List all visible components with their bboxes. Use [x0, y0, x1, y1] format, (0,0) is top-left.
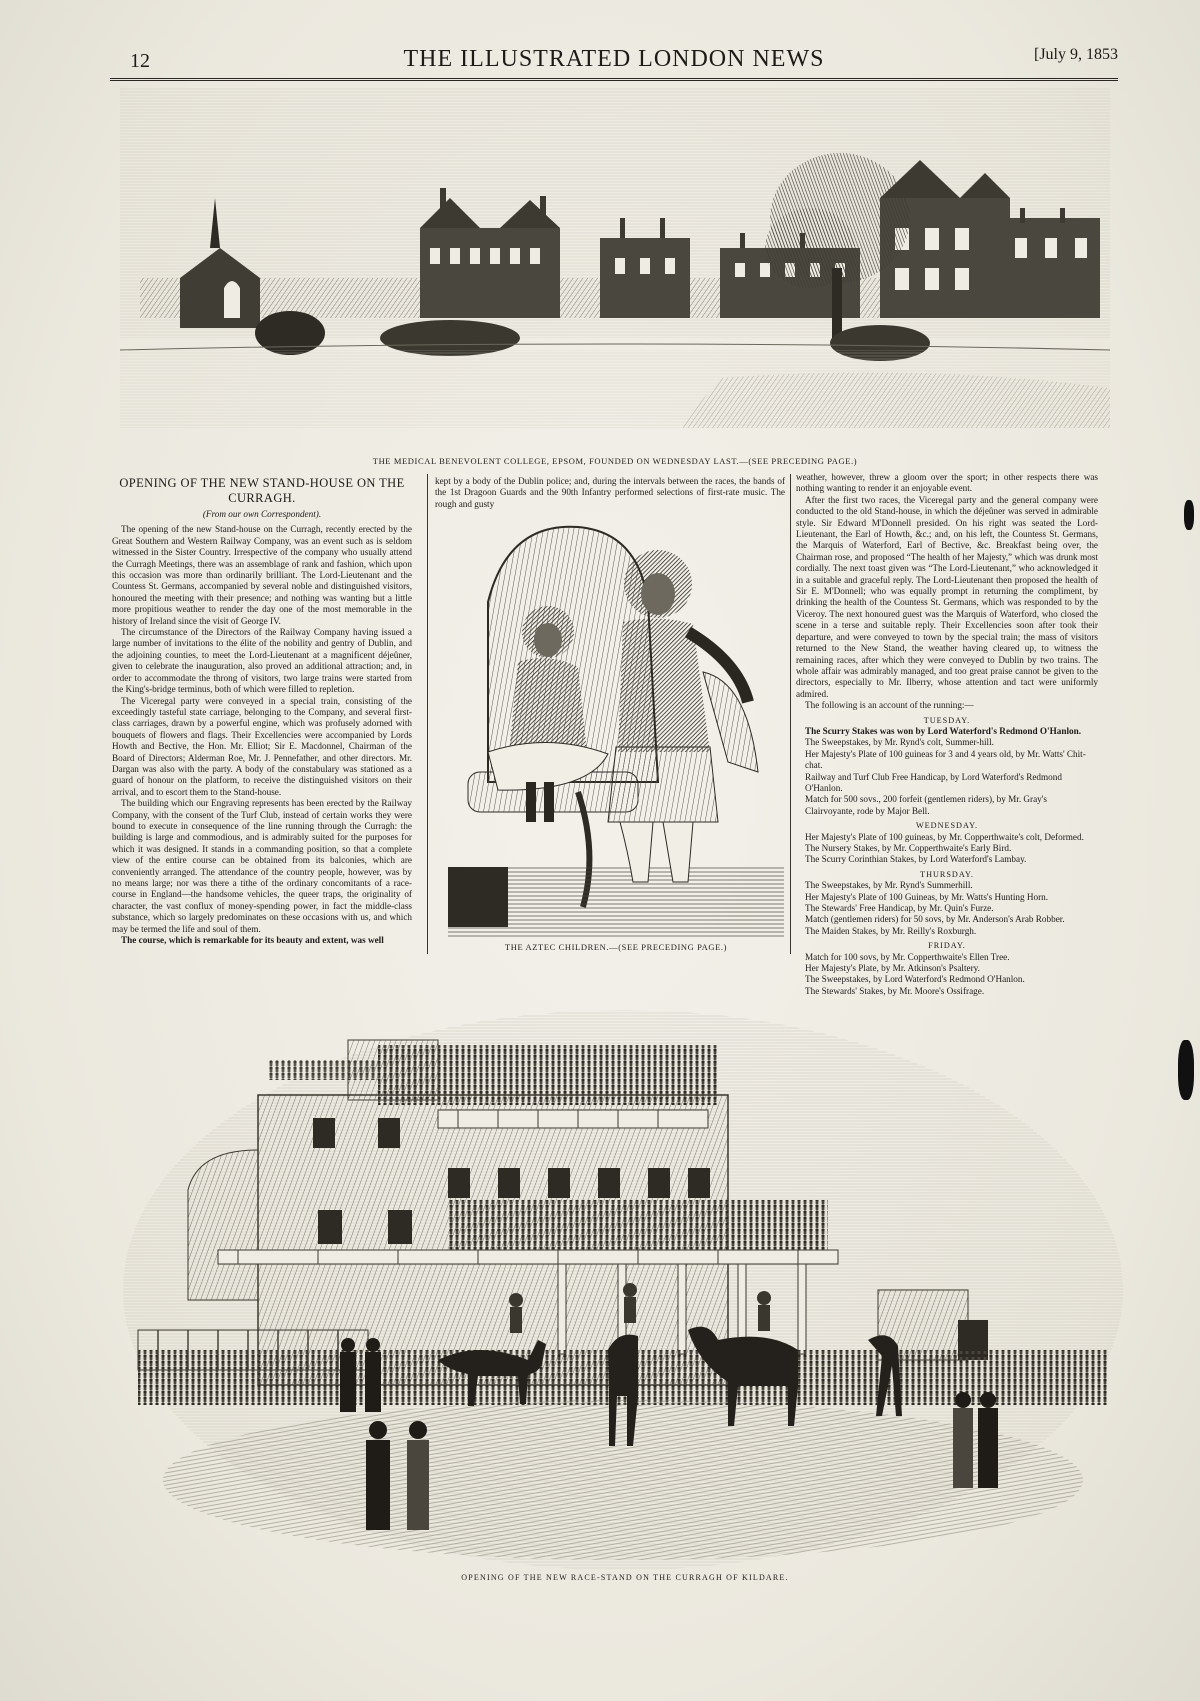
- race-result: The Nursery Stakes, by Mr. Copperthwaite's Early Bird.: [805, 843, 1012, 853]
- article-paragraph: The Viceregal party were conveyed in a special train, consisting of the exceedingly tasteful state carriage, belonging to the Company, and several first-class carriages, drawn by a powerful engine, which was profusely adorned with bouquets of flowers and flags. Their Excellencies were accompanied by Lords Howth and Bective, the Hon. Mr. Elliot; Sir E. Macdonnel, Chairman of the Board of Directors; Alderman Roe, Mr. J. Pennefather, and other directors. Mr. Dargan was also with the party. A body of the constabulary was stationed as a guard of honour on the platform, to receive the distinguished visitors on their arrival, and to escort them to the Stand-house.: [112, 695, 412, 797]
- paper-tear-mark: [1178, 1040, 1194, 1100]
- race-day-heading: FRIDAY.: [928, 941, 966, 951]
- college-engraving: [120, 88, 1110, 428]
- race-result: Her Majesty's Plate of 100 guineas for 3 and 4 years old, by Mr. Watts' Chit-chat.: [805, 748, 1086, 771]
- article-title: OPENING OF THE NEW STAND-HOUSE ON THE CURRAGH.: [119, 476, 405, 505]
- race-result: The Stewards' Stakes, by Mr. Moore's Ossifrage.: [805, 985, 985, 996]
- race-result: Match for 500 sovs., 200 forfeit (gentlemen riders), by Mr. Gray's Clairvoyante, rode by Major Bell.: [805, 794, 1048, 816]
- article-paragraph: The opening of the new Stand-house on the Curragh, recently erected by the Great Southern and Western Railway Company, was an event such as is seldom witnessed in the Sister Country. Irrespective of the company who usually attend the Curragh Meetings, there was an assemblage of rank and fashion, which upon this occasion was more than ordinarily brilliant. The Lord-Lieutenant and the Countess St. Germans, accompanied by several noble and distinguished visitors, honoured the meeting with their presence; and nothing was wanting but a little more propitious weather to render the day one of the most memorable in the history of Ireland since the visit of George IV.: [112, 524, 412, 626]
- race-result: Her Majesty's Plate, by Mr. Atkinson's Psaltery.: [805, 963, 980, 974]
- article-byline: (From our own Correspondent).: [202, 509, 322, 519]
- race-day-heading: TUESDAY.: [923, 715, 971, 725]
- article-paragraph: kept by a body of the Dublin police; and, during the intervals between the races, the bands of the 1st Dragoon Guards and the 90th Infantry performed selections of first-rate music. The rough and gusty: [435, 476, 785, 509]
- page-number: 12: [130, 50, 150, 72]
- race-result: The Sweepstakes, by Mr. Rynd's colt, Summer-hill.: [805, 737, 994, 748]
- race-result: The Scurry Corinthian Stakes, by Lord Waterford's Lambay.: [805, 854, 1027, 865]
- article-paragraph: The circumstance of the Directors of the Railway Company having issued a large number of invitations to the élite of the nobility and gentry of Dublin, and the adjoining counties, to meet the Lord-Lieutenant at a magnificent déjeûner, given to celebrate the inauguration, also proved an additional attraction; and, in order to accommodate the throng of visitors, two large trains were started from the King's-bridge terminus, both of which were filled to repletion.: [112, 627, 412, 695]
- article-column-3: [796, 472, 1098, 996]
- race-result: Her Majesty's Plate of 100 guineas, by Mr. Copperthwaite's colt, Deformed.: [805, 831, 1084, 842]
- race-result: Match (gentlemen riders) for 50 sovs, by Mr. Anderson's Arab Robber.: [805, 914, 1065, 925]
- paper-tear-mark: [1184, 500, 1194, 530]
- college-caption: THE MEDICAL BENEVOLENT COLLEGE, EPSOM, FOUNDED ON WEDNESDAY LAST.—(SEE PRECEDING PAGE.): [372, 456, 858, 466]
- article-paragraph: The following is an account of the running:—: [805, 700, 974, 711]
- aztec-children-engraving: [448, 522, 784, 937]
- column-rule: [790, 474, 791, 954]
- article-paragraph: The building which our Engraving represents has been erected by the Railway Company, with the consent of the Turf Club, instead of certain works they were bound to execute in consequence of the line running through the Curragh: the building is large and commodious, and is admirably suited for the purposes for which it was designed. It stands in a commanding position, so that a complete view of the entire course can be obtained from its balconies, which are conveniently arranged. The attendance of the country people, however, was by no means large; nor was there a tithe of the ordinary concomitants of a race-course in England—the handsome vehicles, the queer traps, the originality of character, the vast conflux of money-spending power, in fact the middle-class substance, which so largely predominates on these occasions with us, and which may be termed the life and soul of them.: [112, 798, 412, 934]
- article-paragraph: weather, however, threw a gloom over the sport; in other respects there was nothing wanting to render it an enjoyable event.: [796, 472, 1098, 494]
- race-result: The Stewards' Free Handicap, by Mr. Quin's Furze.: [805, 903, 994, 914]
- race-result: The Sweepstakes, by Mr. Rynd's Summerhill.: [805, 880, 973, 891]
- race-day-heading: THURSDAY.: [920, 869, 974, 879]
- race-result: Match for 100 sovs, by Mr. Copperthwaite's Ellen Tree.: [805, 951, 1010, 962]
- race-result: The Scurry Stakes was won by Lord Waterford's Redmond O'Hanlon.: [805, 725, 1081, 736]
- race-result: The Sweepstakes, by Lord Waterford's Redmond O'Hanlon.: [805, 974, 1025, 985]
- race-stand-caption: OPENING OF THE NEW RACE-STAND ON THE CURRAGH OF KILDARE.: [461, 1573, 789, 1582]
- race-result: The Maiden Stakes, by Mr. Reilly's Roxburgh.: [805, 925, 977, 936]
- article-paragraph: After the first two races, the Viceregal party and the general company were conducted to the old Stand-house, in which the déjeûner was served in admirable style. Sir Edward M'Donnell presided. On his right was seated the Lord-Lieutenant, the Earl of Howth, &c.; and, on his left, the Countess St. Germans, the Marquis of Waterford, Earl of Bective, &c. Breakfast being over, the Chairman rose, and proposed “The health of her Majesty,” which was drunk most cordially. The next toast given was “The Lord-Lieutenant,” who acknowledged it in a suitable and graceful reply. The Lord-Lieutenant then proposed the health of Sir E. M'Donnell; who was equally prompt in returning the compliment, by drinking the health of the Countess St. Germans, which was responded to by the Viceroy. The next honoured guest was the Marquis of Waterford, who closed the scene in a terse and suitable reply. Their Excellencies soon after took their departure, and were conveyed to town by the special train; the mass of visitors returned to the New Stand, the weather having cleared up, to witness the remaining races, after which they were conveyed to Dublin by two trains. The whole affair was admirably managed, and too great praise cannot be given to the directors, especially to Mr. Ilberry, whose attention and tact were uniformly admired.: [796, 494, 1098, 699]
- column-rule: [427, 474, 428, 954]
- race-result: Railway and Turf Club Free Handicap, by Lord Waterford's Redmond O'Hanlon.: [805, 771, 1062, 793]
- article-column-1: [112, 476, 412, 956]
- race-day-heading: WEDNESDAY.: [915, 821, 979, 831]
- article-paragraph: The course, which is remarkable for its beauty and extent, was well: [121, 935, 384, 946]
- page-header: [110, 44, 1118, 81]
- aztec-children-caption: THE AZTEC CHILDREN.—(SEE PRECEDING PAGE.): [504, 942, 728, 952]
- issue-date: [July 9, 1853: [1034, 46, 1118, 63]
- masthead: THE ILLUSTRATED LONDON NEWS: [403, 46, 825, 72]
- race-result: Her Majesty's Plate of 100 Guineas, by Mr. Watts's Hunting Horn.: [805, 891, 1049, 902]
- race-stand-engraving: [118, 1000, 1128, 1575]
- article-column-2: [435, 476, 785, 510]
